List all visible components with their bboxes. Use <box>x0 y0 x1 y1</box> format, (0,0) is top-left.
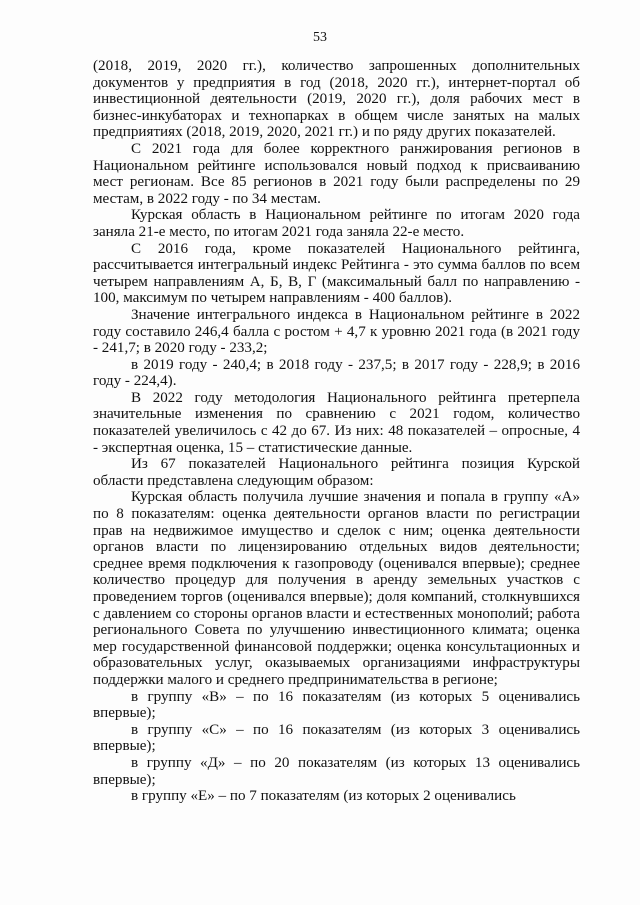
paragraph-12: в группу «Д» – по 20 показателям (из которых 13 оценивались впервые); <box>93 754 580 788</box>
paragraph-6: в 2019 году - 240,4; в 2018 году - 237,5; в 2017 году - 228,9; в 2016 году - 224,4). <box>93 356 580 390</box>
page-number: 53 <box>313 30 327 45</box>
paragraph-11: в группу «С» – по 16 показателям (из которых 3 оценивались впервые); <box>93 721 580 755</box>
paragraph-13: в группу «Е» – по 7 показателям (из которых 2 оценивались <box>131 788 516 805</box>
paragraph-3: Курская область в Национальном рейтинге по итогам 2020 года заняла 21-е место, по итогам 2021 года заняла 22-е место. <box>93 207 580 240</box>
paragraph-2: С 2021 года для более корректного ранжирования регионов в Национальном рейтинге использовался новый подход к присваиванию мест регионам. Все 85 регионов в 2021 году были распределены по 29 местам, в 2022 году - по 34 местам. <box>93 140 580 207</box>
paragraph-8: Из 67 показателей Национального рейтинга позиция Курской области представлена следующим образом: <box>93 456 580 489</box>
paragraph-10: в группу «В» – по 16 показателям (из которых 5 оценивались впервые); <box>93 688 580 722</box>
document-body <box>93 58 580 805</box>
paragraph-7: В 2022 году методология Национального рейтинга претерпела значительные изменения по сравнению с 2021 годом, количество показателей увеличилось с 42 до 67. Из них: 48 показателей – опросные, 4 - экспертная оценка, 15 – статистические данные. <box>93 389 580 456</box>
paragraph-4: С 2016 года, кроме показателей Национального рейтинга, рассчитывается интегральный индекс Рейтинга - это сумма баллов по всем четырем направлениям А, Б, В, Г (максимальный балл по направлению - 100, максимум по четырем направлениям - 400 баллов). <box>93 240 580 307</box>
paragraph-5: Значение интегрального индекса в Национальном рейтинге в 2022 году составило 246,4 балла с ростом + 4,7 к уровню 2021 года (в 2021 году - 241,7; в 2020 году - 233,2; <box>93 306 580 357</box>
paragraph-1: (2018, 2019, 2020 гг.), количество запрошенных дополнительных документов у предприятия в год (2018, 2020 гг.), интернет-портал об инвестиционной деятельности (2019, 2020 гг.), доля рабочих мест в бизнес-инкубаторах и технопарках в общем числе занятых на малых предприятиях (2018, 2019, 2020, 2021 гг.) и по ряду других показателей. <box>93 58 580 141</box>
paragraph-9: Курская область получила лучшие значения и попала в группу «А» по 8 показателям: оценка деятельности органов власти по регистрации прав на недвижимое имущество и сделок с ним; оценка деятельности органов власти по лицензированию отдельных видов деятельности; среднее время подключения к газопроводу (оценивался впервые); среднее количество процедур для получения в аренду земельных участков с проведением торгов (оценивался впервые); доля компаний, столкнувшихся с давлением со стороны органов власти и естественных монополий; работа регионального Совета по улучшению инвестиционного климата; оценка мер государственной финансовой поддержки; оценка консультационных и образовательных услуг, оказываемых организациями инфраструктуры поддержки малого и среднего предпринимательства в регионе; <box>93 489 580 688</box>
